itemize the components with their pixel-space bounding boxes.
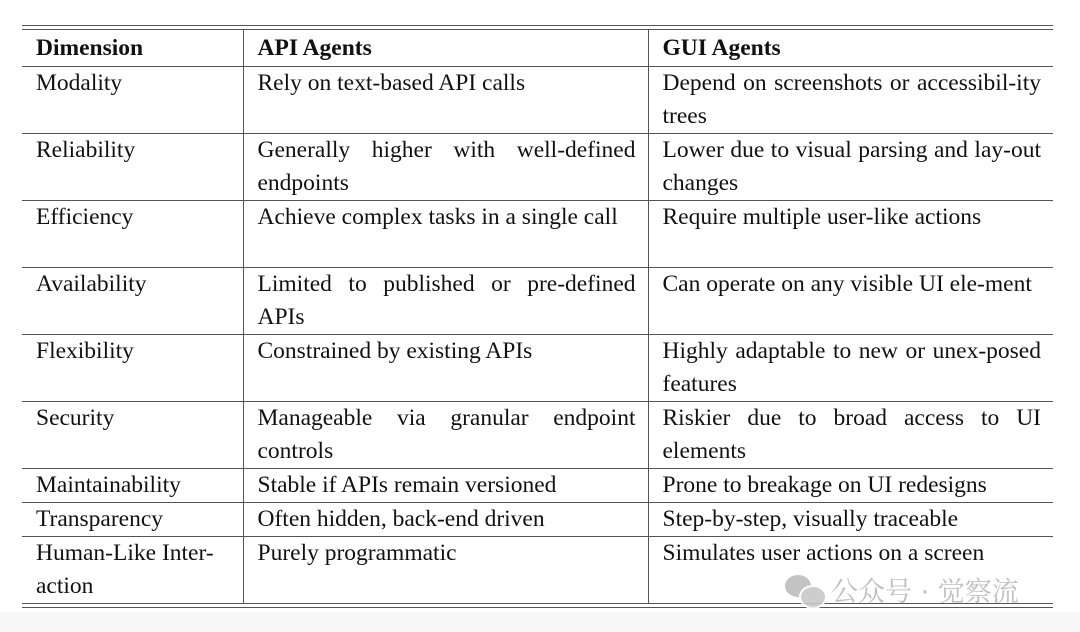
table-row-security [22, 402, 1053, 469]
cell-dimension: Security [22, 402, 243, 469]
cell-gui: Simulates user actions on a screen [648, 537, 1053, 604]
cell-dimension: Availability [22, 268, 243, 335]
header-dimension: Dimension [22, 30, 243, 67]
watermark-text: 公众号 · 觉察流 [831, 577, 1019, 608]
api-vs-gui-agents-table [22, 30, 1053, 603]
cell-api: Often hidden, back-end driven [243, 503, 648, 537]
cell-dimension: Flexibility [22, 335, 243, 402]
cell-api: Manageable via granular endpoint controls [243, 402, 648, 469]
cell-dimension: Reliability [22, 134, 243, 201]
cell-dimension: Maintainability [22, 469, 243, 503]
cell-gui: Lower due to visual parsing and lay-out changes [648, 134, 1053, 201]
table-row-flexibility [22, 335, 1053, 402]
cell-gui: Step-by-step, visually traceable [648, 503, 1053, 537]
table-row-reliability [22, 134, 1053, 201]
cell-api: Rely on text-based API calls [243, 67, 648, 134]
cell-api: Stable if APIs remain versioned [243, 469, 648, 503]
table-row-availability [22, 268, 1053, 335]
cell-gui: Can operate on any visible UI ele-ment [648, 268, 1053, 335]
table-row-efficiency [22, 201, 1053, 268]
table-row-modality [22, 67, 1053, 134]
table-row-maintainability [22, 469, 1053, 503]
cell-gui: Prone to breakage on UI redesigns [648, 469, 1053, 503]
cell-gui: Depend on screenshots or accessibil-ity trees [648, 67, 1053, 134]
cell-api: Limited to published or pre-defined APIs [243, 268, 648, 335]
page-bottom-band [0, 612, 1080, 632]
cell-api: Purely programmatic [243, 537, 648, 604]
cell-dimension: Human-Like Inter-action [22, 537, 243, 604]
comparison-table-container [22, 25, 1053, 608]
table-row-transparency [22, 503, 1053, 537]
cell-api: Achieve complex tasks in a single call [243, 201, 648, 268]
cell-api: Constrained by existing APIs [243, 335, 648, 402]
cell-gui: Require multiple user-like actions [648, 201, 1053, 268]
cell-gui: Highly adaptable to new or unex-posed features [648, 335, 1053, 402]
header-api-agents: API Agents [243, 30, 648, 67]
cell-api: Generally higher with well-defined endpoints [243, 134, 648, 201]
cell-gui: Riskier due to broad access to UI elements [648, 402, 1053, 469]
wechat-icon [785, 573, 825, 607]
cell-dimension: Modality [22, 67, 243, 134]
cell-dimension: Transparency [22, 503, 243, 537]
header-gui-agents: GUI Agents [662, 35, 781, 61]
header-row [22, 30, 1053, 67]
cell-dimension: Efficiency [22, 201, 243, 268]
watermark [785, 570, 1019, 609]
